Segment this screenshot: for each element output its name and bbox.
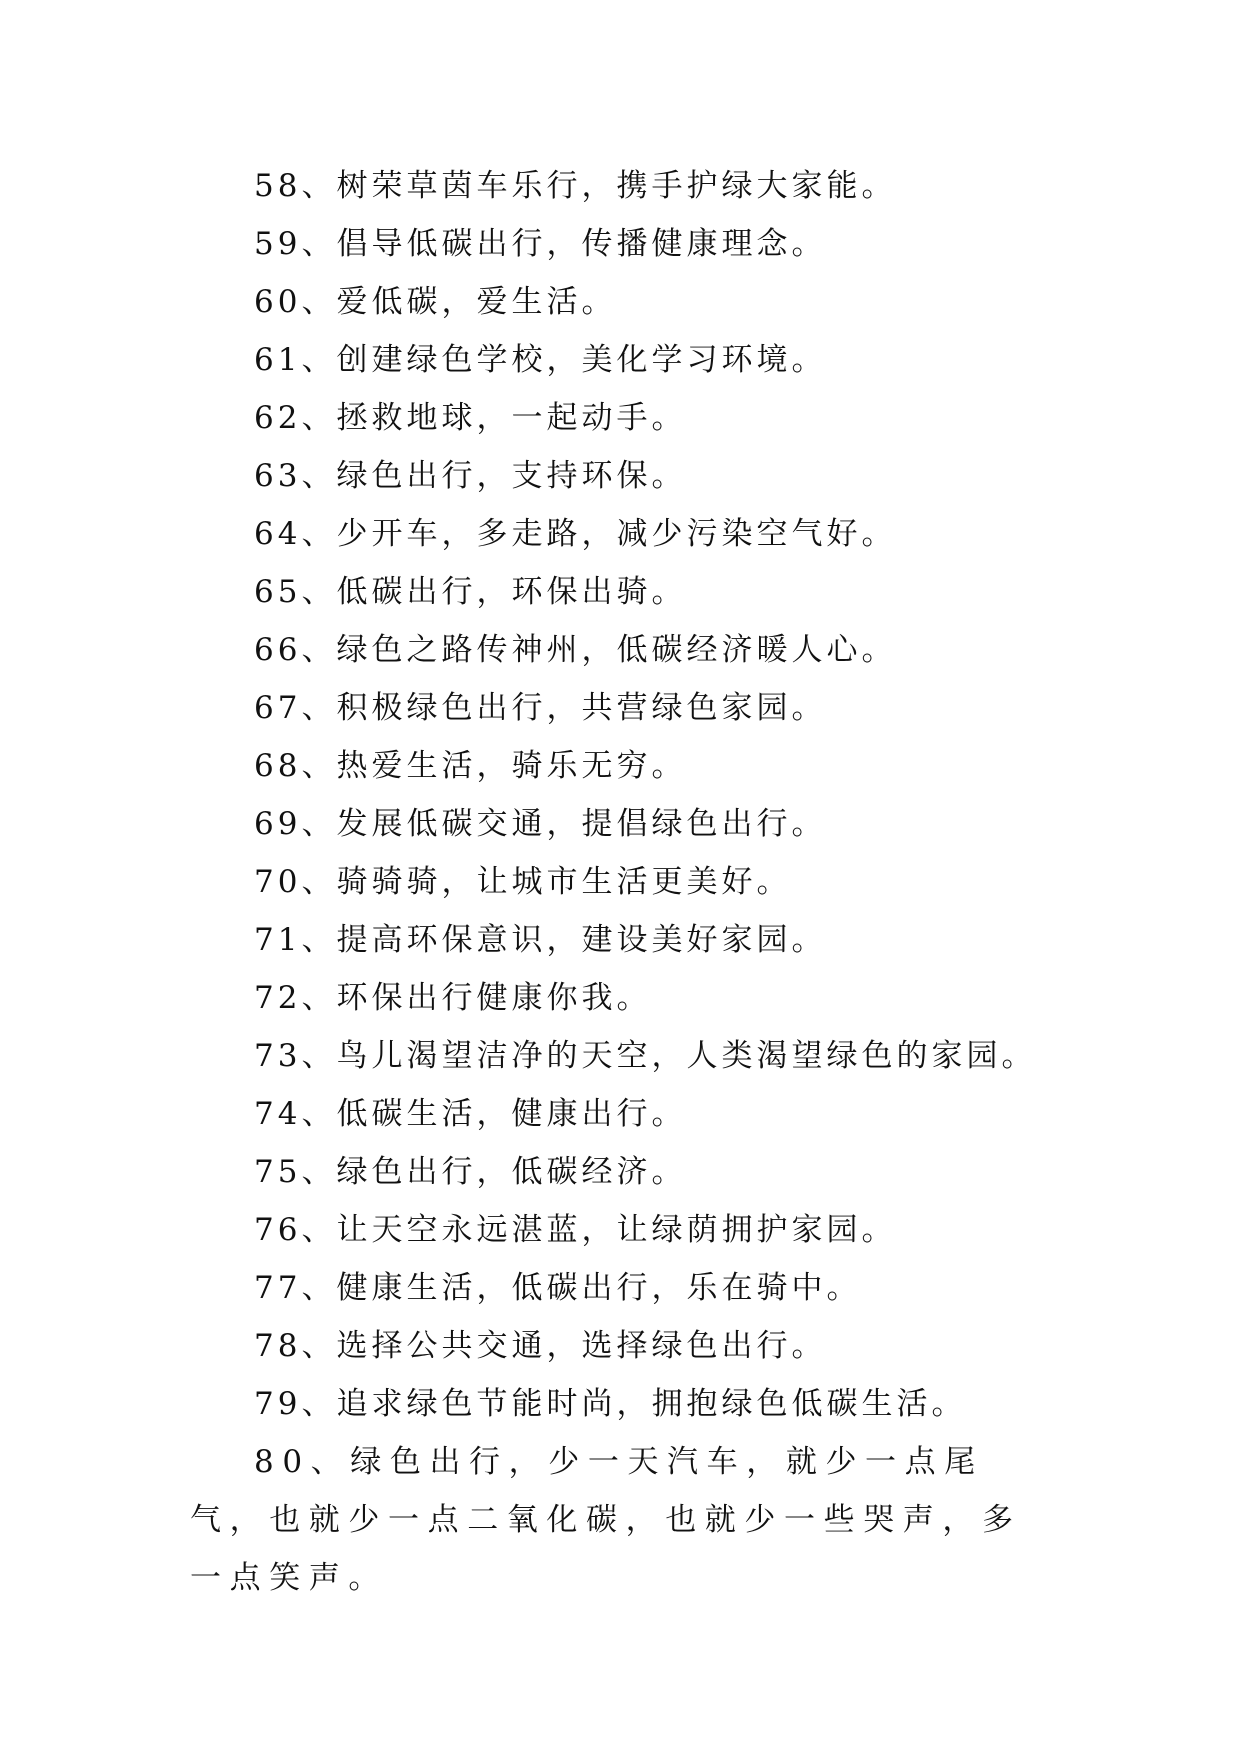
list-item: 77、健康生活，低碳出行，乐在骑中。: [254, 1270, 862, 1306]
list-item: 61、创建绿色学校，美化学习环境。: [254, 342, 827, 378]
list-item: 74、低碳生活，健康出行。: [254, 1096, 687, 1132]
list-item: 73、鸟儿渴望洁净的天空，人类渴望绿色的家园。: [254, 1038, 1037, 1074]
list-item: 64、少开车，多走路，减少污染空气好。: [254, 516, 897, 552]
list-item: 71、提高环保意识，建设美好家园。: [254, 922, 827, 958]
list-item: 75、绿色出行，低碳经济。: [254, 1154, 687, 1190]
list-item: 67、积极绿色出行，共营绿色家园。: [254, 690, 827, 726]
list-item: 69、发展低碳交通，提倡绿色出行。: [254, 806, 827, 842]
list-item: 63、绿色出行，支持环保。: [254, 458, 687, 494]
list-item: 76、让天空永远湛蓝，让绿荫拥护家园。: [254, 1212, 897, 1248]
list-item: 62、拯救地球，一起动手。: [254, 400, 687, 436]
list-item: 66、绿色之路传神州，低碳经济暖人心。: [254, 632, 897, 668]
list-item: 65、低碳出行，环保出骑。: [254, 574, 687, 610]
list-item: 68、热爱生活，骑乐无穷。: [254, 748, 687, 784]
list-item: 59、倡导低碳出行，传播健康理念。: [254, 226, 827, 262]
list-item: 70、骑骑骑，让城市生活更美好。: [254, 864, 792, 900]
list-item: 79、追求绿色节能时尚，拥抱绿色低碳生活。: [254, 1386, 967, 1422]
list-item: 78、选择公共交通，选择绿色出行。: [254, 1328, 827, 1364]
list-item: 58、树荣草茵车乐行，携手护绿大家能。: [254, 168, 897, 204]
list-item: 60、爱低碳，爱生活。: [254, 284, 617, 320]
list-item: 72、环保出行健康你我。: [254, 980, 652, 1016]
list-item-paragraph: 80、绿色出行，少一天汽车，就少一点尾气，也就少一点二氧化碳，也就少一些哭声，多一点笑声。: [190, 1444, 1022, 1596]
